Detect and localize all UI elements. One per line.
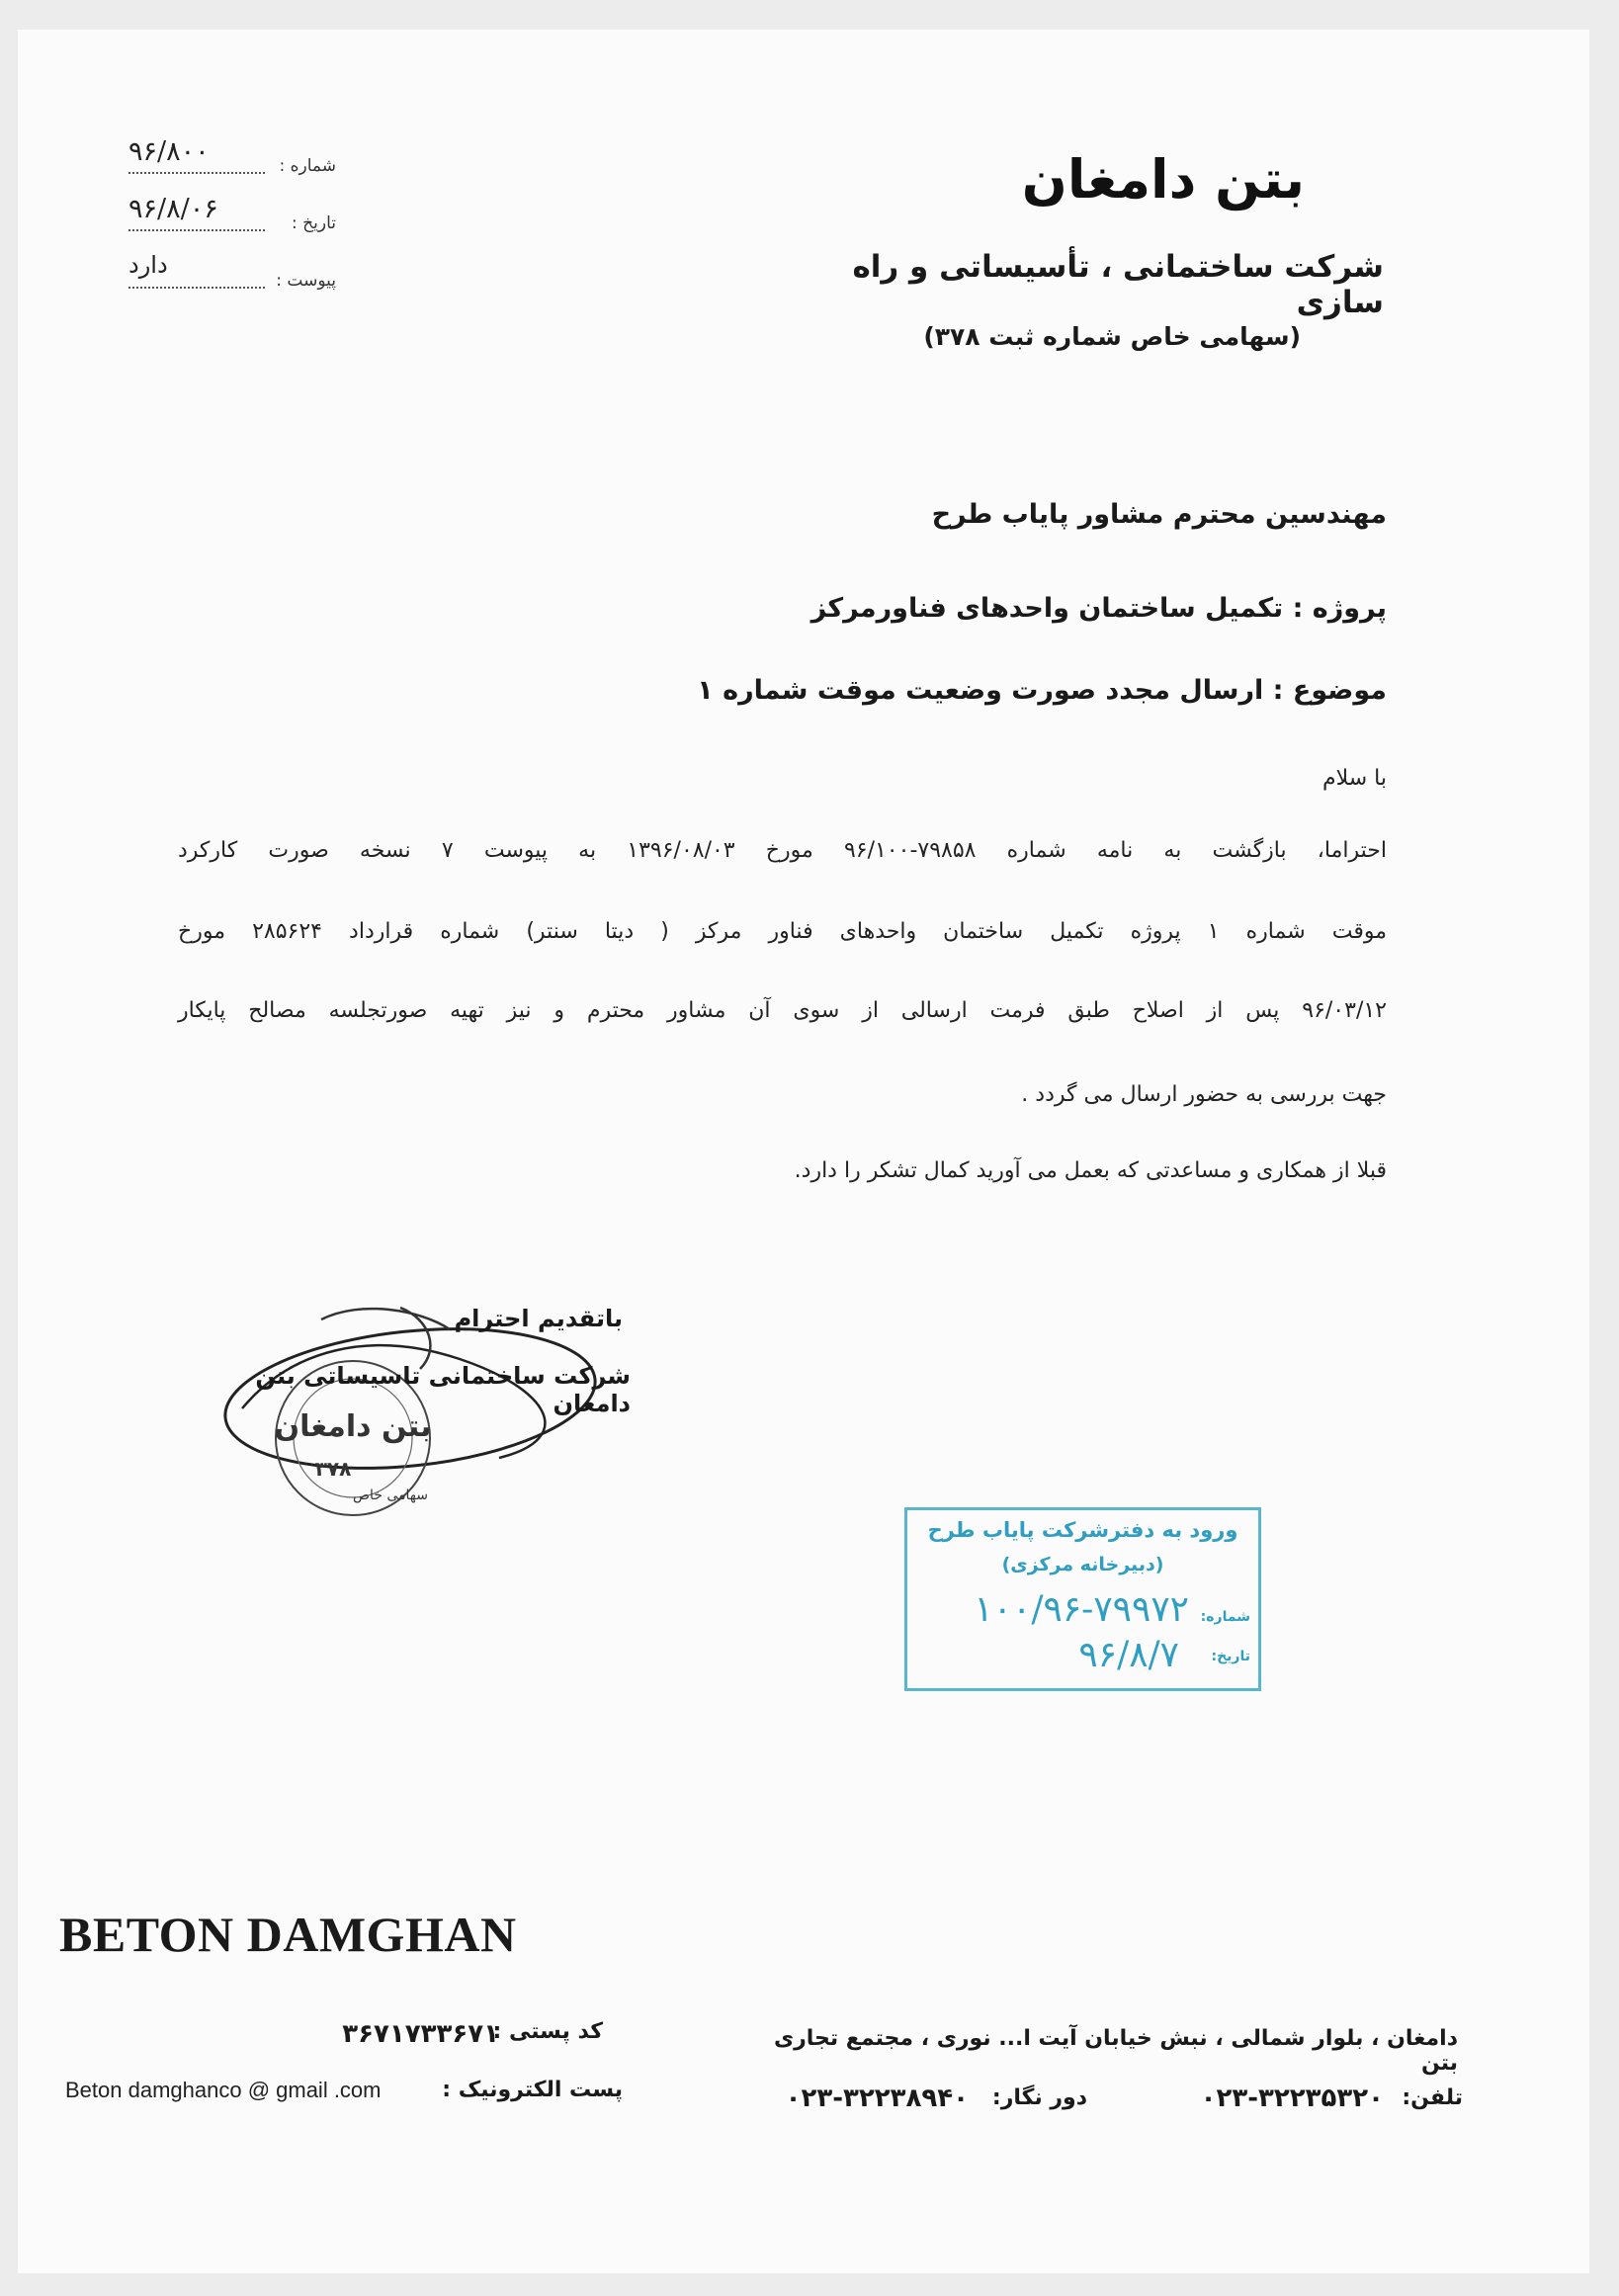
letter-closing: قبلا از همکاری و مساعدتی که بعمل می آورید کمال تشکر را دارد. [794, 1158, 1387, 1183]
letter-greeting: با سلام [1321, 766, 1387, 791]
stamp-subtitle: (دبیرخانه مرکزی) [1001, 1554, 1164, 1575]
body-line: موقت شماره ۱ پروژه تکمیل ساختمان واحدهای فناور مرکز ( دیتا سنتر) شماره قرارداد ۲۸۵۶۲۴ مورخ [178, 919, 1387, 944]
letter-recipient: مهندسین محترم مشاور پایاب طرح [931, 499, 1387, 530]
letter-attachment-value: دارد [128, 251, 168, 279]
stamp-date-label: تاریخ: [1211, 1649, 1250, 1664]
letter-number-row [128, 127, 336, 184]
letter-number-value: ۹۶/۸۰۰ [128, 136, 210, 167]
letter-subject: موضوع : ارسال مجدد صورت وضعیت موقت شماره ۱ [697, 675, 1387, 706]
company-title: بتن دامغان [1021, 148, 1305, 211]
fax-label: دور نگار: [991, 2085, 1087, 2110]
email-value: Beton damghanco @ gmail .com [65, 2078, 382, 2102]
reception-stamp [904, 1507, 1261, 1691]
signature-title: باتقدیم احترام [454, 1305, 623, 1332]
letter-project: پروژه : تکمیل ساختمان واحدهای فناورمرکز [810, 593, 1387, 624]
signature-company: شرکت ساختمانی تاسیساتی بتن دامغان [255, 1362, 631, 1417]
postal-code-label: کد پستی : [492, 2019, 603, 2044]
fax-value: ۰۲۳-۳۲۲۳۸۹۴۰ [785, 2083, 969, 2113]
body-line: احتراما، بازگشت به نامه شماره ۷۹۸۵۸-۹۶/۱۰۰ مورخ ۱۳۹۶/۰۸/۰۳ به پیوست ۷ نسخه صورت کارکرد [178, 838, 1387, 863]
letter-number-label: شماره : [279, 156, 336, 176]
letter-attachment-dots [128, 287, 265, 289]
phone-value: ۰۲۳-۳۲۲۳۵۳۲۰ [1200, 2083, 1384, 2113]
body-line: جهت بررسی به حضور ارسال می گردد . [1021, 1082, 1387, 1107]
brand-name: BETON DAMGHAN [59, 1907, 517, 1962]
letter-date-dots [128, 229, 265, 231]
letter-date-row [128, 184, 336, 241]
letter-attachment-label: پیوست : [276, 271, 336, 291]
postal-code-value: ۳۶۷۱۷۳۳۶۷۱ [342, 2019, 499, 2049]
seal-text: بتن دامغان [274, 1409, 432, 1444]
company-address: دامغان ، بلوار شمالی ، نبش خیابان آیت ا... نوری ، مجتمع تجاری بتن [773, 2026, 1458, 2076]
seal-bottom: سهامی خاص [353, 1488, 428, 1503]
stamp-title: ورود به دفترشرکت پایاب طرح [927, 1518, 1238, 1542]
phone-label: تلفن: [1402, 2085, 1463, 2110]
stamp-date-value: ۹۶/۸/۷ [1078, 1635, 1179, 1675]
letter-metadata [128, 127, 336, 298]
email-label: پست الکترونیک : [442, 2078, 623, 2102]
seal-number: ۳۷۸ [314, 1457, 352, 1481]
letter-date-label: تاریخ : [292, 213, 336, 233]
letter-date-value: ۹۶/۸/۰۶ [128, 194, 218, 224]
company-subtitle: شرکت ساختمانی ، تأسیساتی و راه سازی [852, 249, 1384, 320]
body-line: ۹۶/۰۳/۱۲ پس از اصلاح طبق فرمت ارسالی از سوی آن مشاور محترم و نیز تهیه صورتجلسه مصالح پایکار [178, 998, 1387, 1023]
letter-number-dots [128, 172, 265, 174]
letter-attachment-row [128, 241, 336, 298]
stamp-number-label: شماره: [1200, 1609, 1250, 1625]
stamp-number-value: ۱۰۰/۹۶-۷۹۹۷۲ [974, 1589, 1189, 1630]
company-registration: (سهامی خاص شماره ثبت ۳۷۸) [923, 322, 1301, 351]
